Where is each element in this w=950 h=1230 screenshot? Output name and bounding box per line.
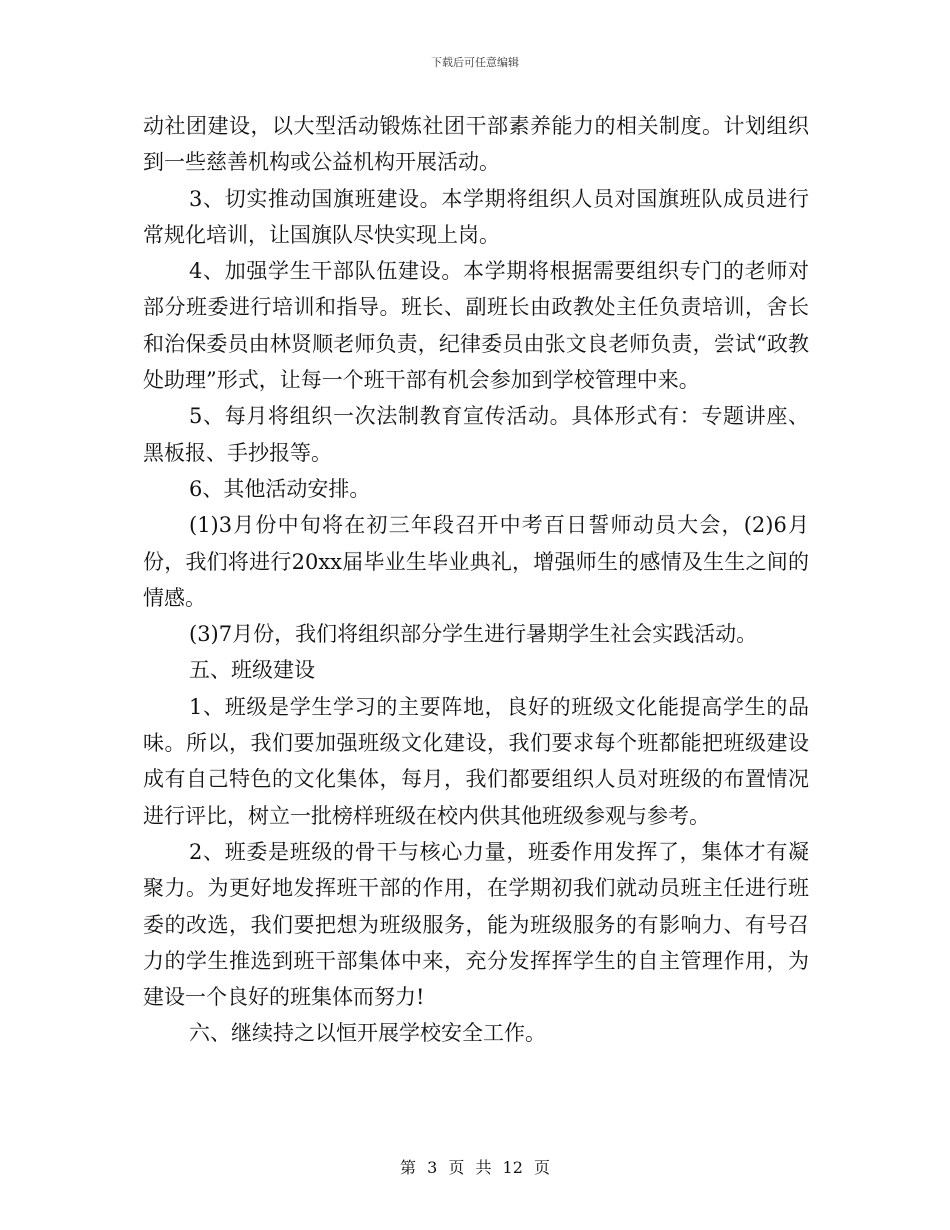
paragraph-class-culture: 1、班级是学生学习的主要阵地，良好的班级文化能提高学生的品味。所以，我们要加强班级文化建设，我们要求每个班都能把班级建设成有自己特色的文化集体，每月，我们都要组织人员对班级的布置情况进行评比，树立一批榜样班级在校内供其他班级参观与参考。 [143, 694, 809, 828]
paragraph-club-building: 动社团建设，以大型活动锻炼社团干部素养能力的相关制度。计划组织到一些慈善机构或公益机构开展活动。 [143, 114, 809, 175]
paragraph-student-cadres: 4、加强学生干部队伍建设。本学期将根据需要组织专门的老师对部分班委进行培训和指导。班长、副班长由政教处主任负责培训，舍长和治保委员由林贤顺老师负责，纪律委员由张文良老师负责，尝试“政教处助理”形式，让每一个班干部有机会参加到学校管理中来。 [143, 259, 809, 393]
paragraph-activity-1-2: (1)3月份中旬将在初三年段召开中考百日誓师动员大会，(2)6月份，我们将进行20xx届毕业生毕业典礼，增强师生的感情及生生之间的情感。 [143, 513, 809, 610]
paragraph-legal-education: 5、每月将组织一次法制教育宣传活动。具体形式有：专题讲座、黑板报、手抄报等。 [143, 404, 809, 465]
page-footer: 第 3 页 共 12 页 [400, 1158, 550, 1177]
document-body [143, 108, 809, 1052]
section-heading-class-building: 五、班级建设 [189, 658, 315, 683]
paragraph-activity-3: (3)7月份，我们将组织部分学生进行暑期学生社会实践活动。 [189, 622, 758, 647]
paragraph-class-committee: 2、班委是班级的骨干与核心力量，班委作用发挥了，集体才有凝聚力。为更好地发挥班干部的作用，在学期初我们就动员班主任进行班委的改选，我们要把想为班级服务，能为班级服务的有影响力、有号召力的学生推选到班干部集体中来，充分发挥挥学生的自主管理作用，为建设一个良好的班集体而努力! [143, 839, 809, 1010]
paragraph-other-activities: 6、其他活动安排。 [189, 476, 371, 501]
section-heading-safety: 六、继续持之以恒开展学校安全工作。 [189, 1021, 546, 1046]
paragraph-flag-team: 3、切实推动国旗班建设。本学期将组织人员对国旗班队成员进行常规化培训，让国旗队尽快实现上岗。 [143, 186, 809, 247]
page-header: 下载后可任意编辑 [431, 56, 519, 69]
